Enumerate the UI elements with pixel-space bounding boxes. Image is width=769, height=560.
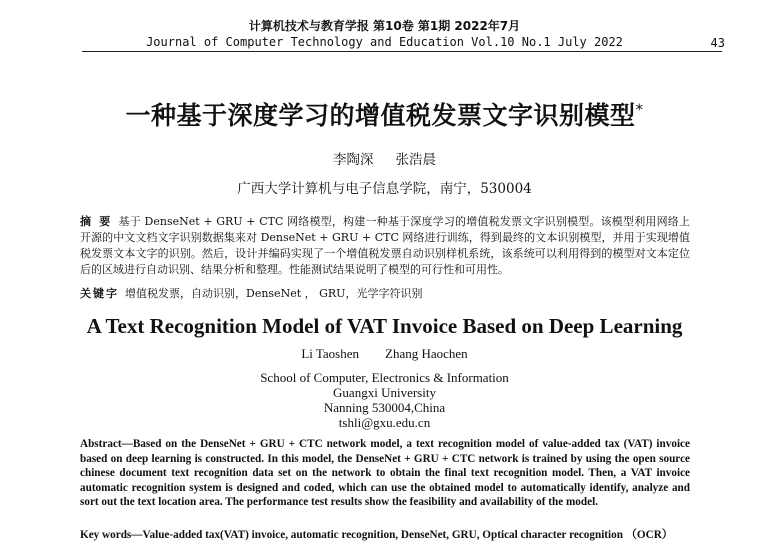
title-footnote-mark: *	[635, 100, 644, 119]
keywords-label-chinese: 关键字	[80, 287, 119, 300]
author-2-chinese: 张浩晨	[395, 152, 436, 168]
affiliation-english-city: Nanning 530004,China	[323, 400, 446, 415]
page-number: 43	[710, 36, 725, 50]
abstract-chinese	[80, 214, 690, 278]
author-2-english: Zhang Haochen	[385, 346, 468, 361]
affiliation-english	[0, 370, 769, 430]
affiliation-english-university: Guangxi University	[333, 385, 436, 400]
paper-title-english: A Text Recognition Model of VAT Invoice Based on Deep Learning	[86, 314, 683, 338]
author-email: tshli@gxu.edu.cn	[338, 415, 431, 430]
header-rule	[82, 51, 722, 52]
journal-header-chinese: 计算机技术与教育学报 第10卷 第1期 2022年7月	[248, 19, 521, 33]
affiliation-chinese: 广西大学计算机与电子信息学院，南宁，530004	[237, 181, 532, 197]
abstract-label-chinese: 摘 要	[80, 215, 113, 228]
keywords-chinese	[80, 286, 690, 302]
author-1-chinese: 李陶深	[333, 152, 374, 168]
affiliation-english-school: School of Computer, Electronics & Information	[260, 370, 509, 385]
author-1-english: Li Taoshen	[301, 346, 360, 361]
keywords-chinese-text: 增值税发票，自动识别，DenseNet ， GRU，光学字符识别	[125, 287, 423, 300]
paper-title-chinese	[0, 96, 769, 132]
keywords-english: Key words—Value-added tax(VAT) invoice, automatic recognition, DenseNet, GRU, Optical character recognition （OCR）	[80, 529, 673, 541]
abstract-chinese-text: 基于 DenseNet + GRU + CTC 网络模型，构建一种基于深度学习的增值税发票文字识别模型。该模型利用网络上开源的中文文档文字识别数据集来对 DenseNet + GRU + CTC 网络进行训练，得到最终的文本识别模型，并用于实现增值税发票文本文字的识别。然后，设计并编码实现了一个增值税发票自动识别样机系统，该系统可以利用得到的模型对文本定位后的区域进行自动识别、结果分析和整理。性能测试结果说明了模型的可行性和可用性。	[80, 215, 690, 276]
journal-header-english: Journal of Computer Technology and Education Vol.10 No.1 July 2022	[146, 35, 623, 49]
paper-title-chinese-text: 一种基于深度学习的增值税发票文字识别模型	[125, 101, 636, 130]
abstract-english: Abstract—Based on the DenseNet + GRU + CTC network model, a text recognition model of value-added tax (VAT) invoice based on deep learning is constructed. In this model, the DenseNet + GRU + CTC network is trained by using the open source chinese document text recognition data set on the network to obtain the final text recognition model. Then, a VAT invoice automatic recognition system is designed and coded, which can use the obtained model to automatically identify, analyze and sort out the text location area. The performance test results show the feasibility and availability of the model.	[80, 438, 690, 509]
authors-english	[0, 346, 769, 362]
authors-chinese	[0, 148, 769, 168]
